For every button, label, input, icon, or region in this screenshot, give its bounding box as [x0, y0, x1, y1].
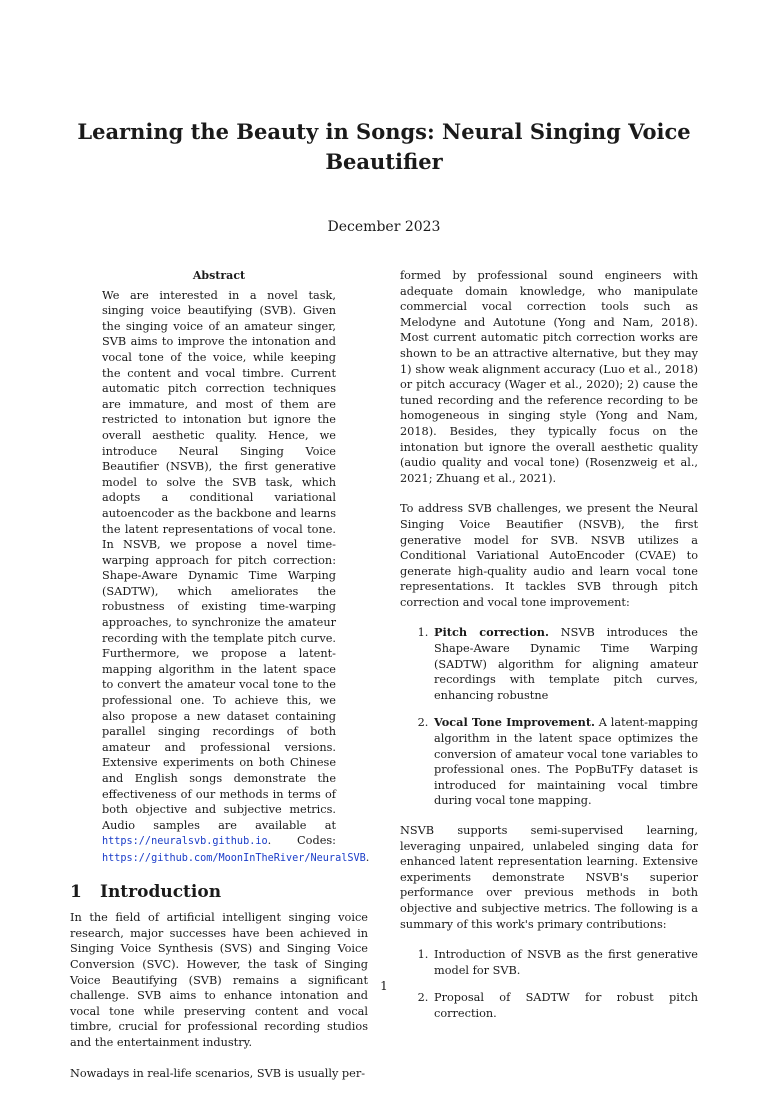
list-item-body: NSVB introduces the Shape-Aware Dynamic Time Warping (SADTW) algorithm for aligning amateur recordings with template pitch curves, enhancing robustne	[434, 626, 698, 702]
left-column	[70, 268, 368, 1096]
intro-paragraph: In the field of artificial intelligent singing voice research, major successes have been achieved in Singing Voice Synthesis (SVS) and Singing Voice Conversion (SVC). However, the task of Singing Voice Beautifying (SVB) remains a significant challenge. SVB aims to enhance intonation and vocal tone while preserving content and vocal timbre, crucial for professional recording studios and the entertainment industry.	[70, 911, 368, 1049]
section-number: 1	[70, 881, 82, 902]
approach-list	[400, 625, 698, 809]
list-item-body: A latent-mapping algorithm in the latent space optimizes the conversion of amateur vocal tone variables to professional ones. The PopBuTFy dataset is introduced for maintaining vocal timbre during vocal tone mapping.	[434, 716, 698, 808]
list-item	[432, 715, 698, 809]
abstract-heading: Abstract	[192, 269, 246, 282]
abstract-text: We are interested in a novel task, singing voice beautifying (SVB). Given the singing voice of an amateur singer, SVB aims to improve the intonation and vocal tone of the voice, while keeping the content and vocal timbre. Current automatic pitch correction techniques are immature, and most of them are restricted to intonation but ignore the overall aesthetic quality. Hence, we introduce Neural Singing Voice Beautifier (NSVB), the first generative model to solve the SVB task, which adopts a conditional variational autoencoder as the backbone and learns the latent representations of vocal tone. In NSVB, we propose a novel time-warping approach for pitch correction: Shape-Aware Dynamic Time Warping (SADTW), which ameliorates the robustness of existing time-warping approaches, to synchronize the amateur recording with the template pitch curve. Furthermore, we propose a latent-mapping algorithm in the latent space to convert the amateur vocal tone to the professional one. To achieve this, we also propose a new dataset containing parallel singing recordings of both amateur and professional versions. Extensive experiments on both Chinese and English songs demonstrate the effectiveness of our methods in terms of both objective and subjective metrics. Audio samples are available at	[102, 288, 336, 832]
abstract-body	[102, 288, 370, 867]
page-number: 1	[380, 979, 388, 993]
paragraph: formed by professional sound engineers with adequate domain knowledge, who manipulate commercial vocal correction tools such as Melodyne and Autotune (Yong and Nam, 2018). Most current automatic pitch correction works are shown to be an attractive alternative, but they may 1) show weak alignment accuracy (Luo et al., 2018) or pitch accuracy (Wager et al., 2020); 2) cause the tuned recording and the reference recording to be homogeneous in singing style (Yong and Nam, 2018). Besides, they typically focus on the intonation but ignore the overall aesthetic quality (audio quality and vocal tone) (Rosenzweig et al., 2021; Zhuang et al., 2021).	[400, 269, 698, 485]
list-item	[432, 625, 698, 703]
paper-date: December 2023	[327, 219, 441, 235]
right-column	[400, 268, 698, 1036]
intro-paragraph: Nowadays in real-life scenarios, SVB is usually per-	[70, 1066, 366, 1080]
project-page-link[interactable]: https://neuralsvb.github.io	[102, 836, 268, 848]
section-heading	[70, 881, 368, 902]
paragraph: NSVB supports semi-supervised learning, leveraging unpaired, unlabeled singing data for enhanced latent representation learning. Extensive experiments demonstrate NSVB's superior performance over previous methods in both objective and subjective metrics. The following is a summary of this work's primary contributions:	[400, 824, 698, 931]
abstract-mid: . Codes:	[267, 834, 336, 848]
list-item: 2. Proposal of SADTW for robust pitch correction.	[432, 990, 698, 1021]
paper-title: Learning the Beauty in Songs: Neural Singing Voice Beautifier	[77, 119, 691, 174]
abstract-end: .	[365, 850, 370, 864]
section-title: Introduction	[100, 881, 222, 902]
paragraph: To address SVB challenges, we present the Neural Singing Voice Beautifier (NSVB), the first generative model for SVB. NSVB utilizes a Conditional Variational AutoEncoder (CVAE) to generate high-quality audio and learn vocal tone representations. It tackles SVB through pitch correction and vocal tone improvement:	[400, 502, 698, 609]
list-item: 1. Introduction of NSVB as the first generative model for SVB.	[432, 947, 698, 978]
code-repo-link[interactable]: https://github.com/MoonInTheRiver/NeuralSVB	[102, 852, 366, 864]
list-item-head: Pitch correction.	[434, 625, 549, 640]
list-item-head: Vocal Tone Improvement.	[434, 715, 595, 730]
